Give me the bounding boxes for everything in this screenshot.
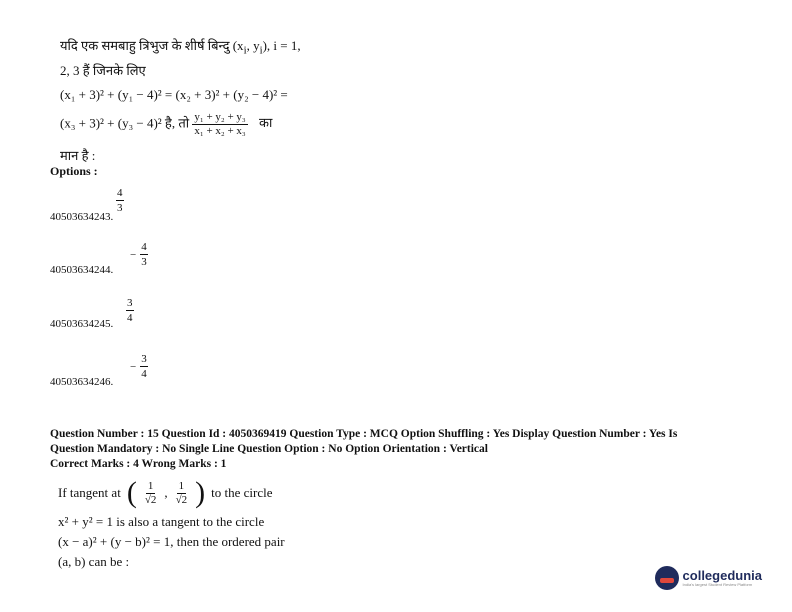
q15-point-x: $\frac{1}{√2}$ — [144, 479, 157, 506]
graduate-icon — [655, 566, 679, 590]
option-4[interactable] — [50, 352, 147, 388]
q14-line-2: 2, 3 हैं जिनके लिए — [60, 62, 146, 78]
option-1[interactable] — [50, 186, 124, 223]
option-value: $\frac{3}{4}$ — [127, 297, 133, 324]
option-value: $\frac{3}{4}$ — [141, 353, 147, 380]
option-id: 40503634245. — [50, 318, 114, 330]
q15-line-2: x² + y² = 1 is also a tangent to the circle — [58, 514, 265, 529]
option-id: 40503634243. — [50, 211, 114, 223]
option-value-wrap: − $\frac{4}{3}$ — [130, 241, 147, 268]
q15-point-y: $\frac{1}{√2}$ — [175, 479, 188, 506]
option-value-wrap: − $\frac{3}{4}$ — [130, 353, 147, 380]
option-value: $\frac{4}{3}$ — [141, 241, 147, 268]
q14-equation-2: (x₃ + 3)² + (y₃ − 4)² है, तो $\frac{\text{y₁ + y₂ + y₃}}{\text{x₁ + x₂ + x₃}}$ का — [60, 110, 273, 137]
collegedunia-logo: collegedunia India's largest Student Review Platform — [655, 566, 762, 590]
q15-line-3: (x − a)² + (y − b)² = 1, then the ordered pair — [58, 534, 285, 549]
q14-ratio-fraction: $\frac{\text{y₁ + y₂ + y₃}}{\text{x₁ + x₂ + x₃}}$ — [194, 110, 246, 137]
question-15-text — [58, 478, 358, 572]
q14-line-1: यदि एक समबाहु त्रिभुज के शीर्ष बिन्दु ($x_i$, $y_i$), i = 1, — [60, 38, 301, 57]
q14-equation-1: (x₁ + 3)² + (y₁ − 4)² = (x₂ + 3)² + (y₂ − 4)² = — [60, 86, 288, 102]
option-id: 40503634244. — [50, 264, 114, 276]
q15-line-1: If tangent at ( $\frac{1}{√2}$ , $\frac{1}{√2}$ ) to the circle — [58, 476, 273, 509]
option-2[interactable] — [50, 240, 147, 276]
option-value-wrap — [126, 296, 134, 325]
question-14-text — [60, 36, 390, 166]
option-id: 40503634246. — [50, 376, 114, 388]
option-value: $\frac{4}{3}$ — [117, 187, 123, 214]
options-label: Options : — [50, 164, 98, 178]
question-metadata: Question Number : 15 Question Id : 4050369419 Question Type : MCQ Option Shuffling : Yes Display Question Number : Yes Is Question Mandatory : No Single Line Question Option : No Option Orientation : Vertical Correct Marks : 4 Wrong Marks : 1 — [50, 428, 678, 470]
option-3[interactable] — [50, 296, 133, 330]
q14-line-end: मान है : — [60, 147, 96, 163]
q15-line-4: (a, b) can be : — [58, 554, 130, 569]
